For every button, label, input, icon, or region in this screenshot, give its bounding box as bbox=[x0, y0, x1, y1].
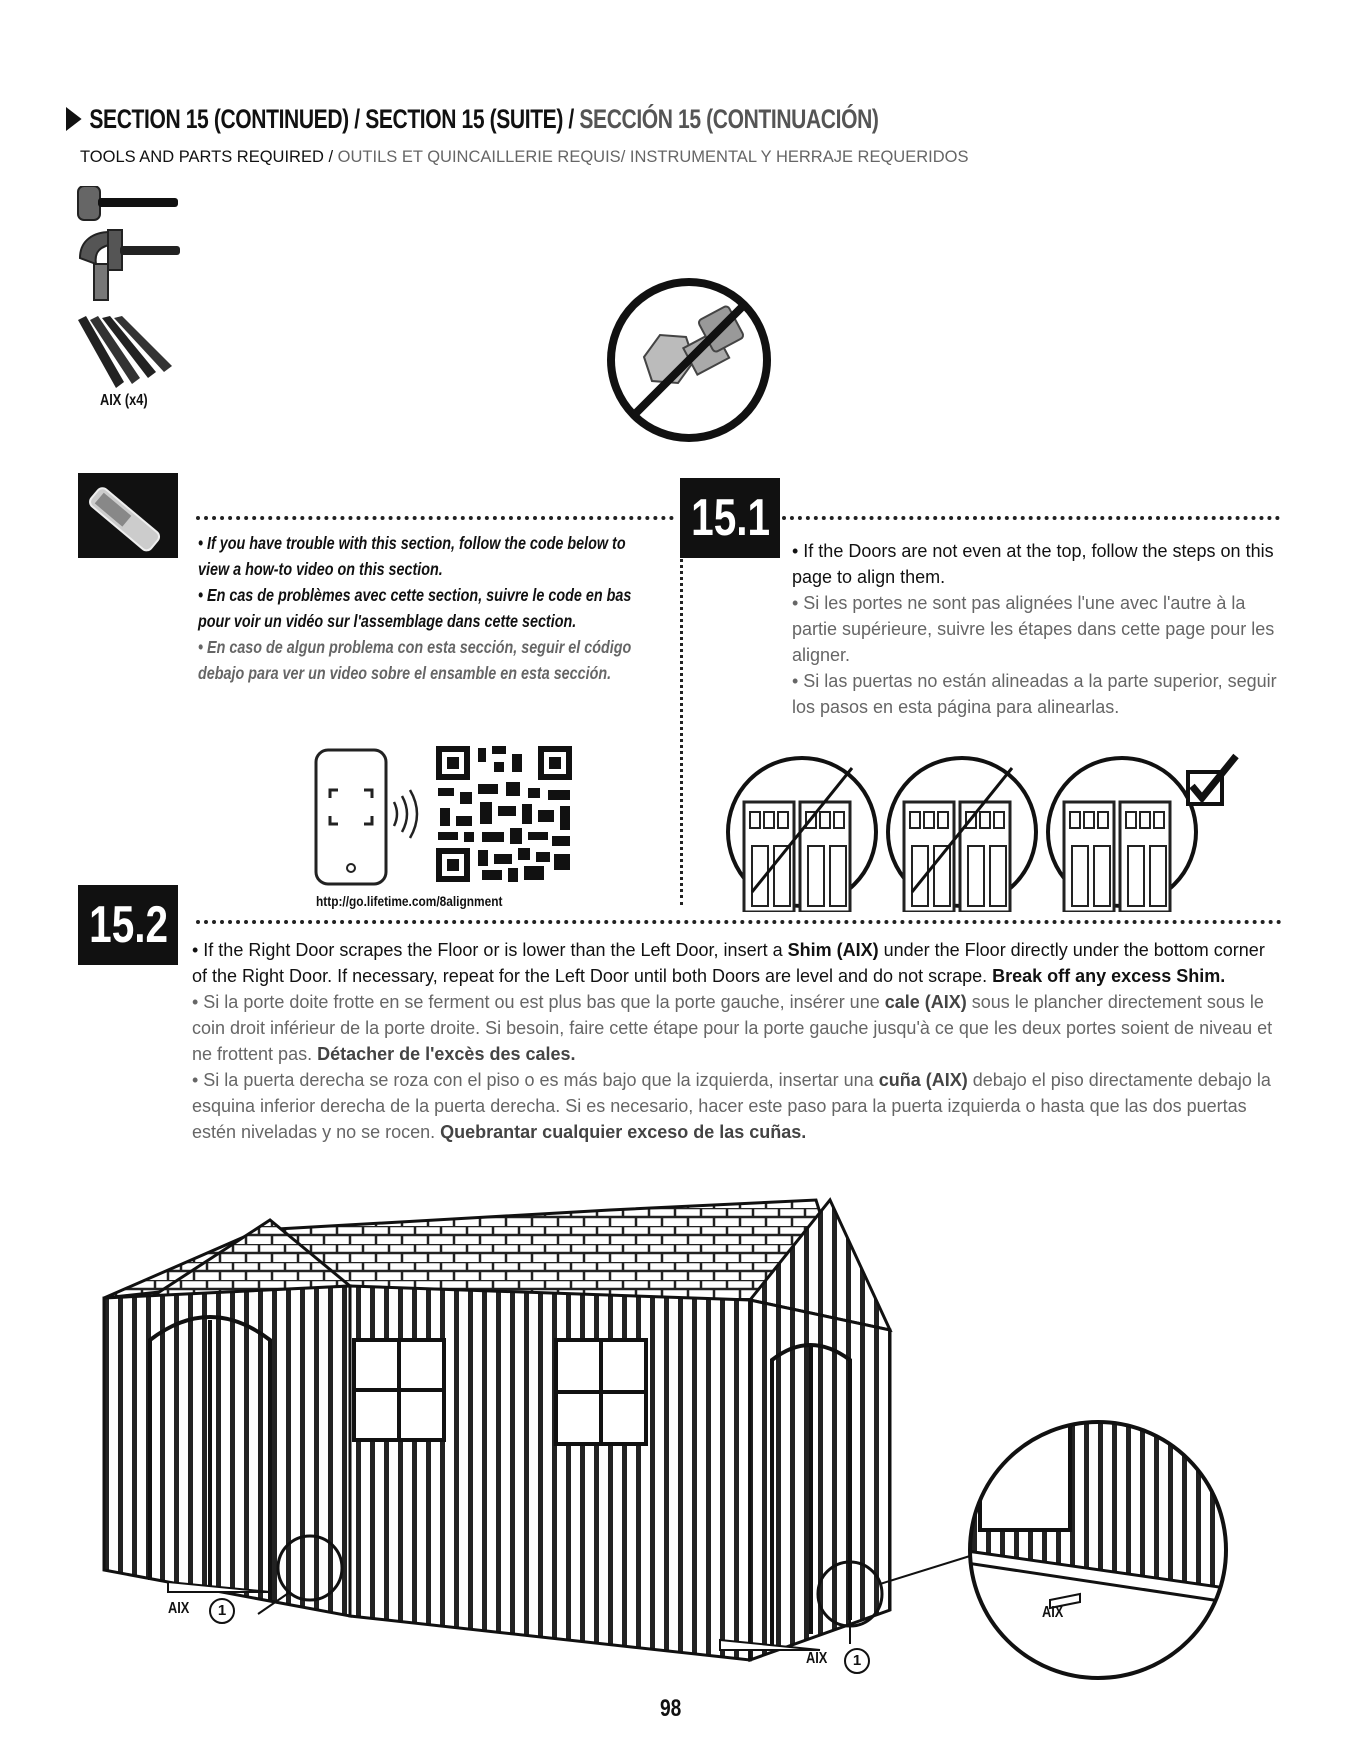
divider-dotted-vertical bbox=[680, 540, 683, 905]
smartphone-icon bbox=[316, 750, 386, 884]
mallet-icon bbox=[78, 186, 178, 220]
step-15-2-fr: • Si la porte doite frotte en se ferment ou est plus bas que la porte gauche, insérer une cale (AIX) sous le plancher directement sous le coin droit inférieur de la porte droite. Si besoin, faire cette étape pour la porte gauche jusqu'à ce que les deux portes soient de niveau et ne frottent pas. Détacher de l'excès des cales. bbox=[192, 992, 1273, 1064]
part-label-aix: AIX (x4) bbox=[100, 392, 148, 409]
misaligned-doors-diagram-2 bbox=[888, 758, 1036, 912]
no-hardware-icon bbox=[604, 275, 774, 445]
shed-illustration bbox=[90, 1190, 1320, 1690]
tools-column bbox=[74, 186, 189, 406]
divider-dotted-top-left bbox=[196, 516, 674, 520]
callout-leader-detail bbox=[880, 1556, 970, 1584]
page-number: 98 bbox=[660, 1695, 682, 1722]
checkmark-icon bbox=[1188, 756, 1236, 804]
divider-dotted-15-2 bbox=[196, 920, 1282, 924]
callout-label-detail: AIX bbox=[1042, 1604, 1064, 1621]
callout-number-left: 1 bbox=[209, 1598, 235, 1624]
aligned-doors-diagram bbox=[1048, 758, 1196, 912]
divider-dotted-top-right bbox=[782, 516, 1280, 520]
video-url-link[interactable]: http://go.lifetime.com/8alignment bbox=[316, 893, 503, 909]
step-number-15-2: 15.2 bbox=[78, 885, 178, 965]
marker-pen-icon bbox=[78, 473, 178, 558]
video-instructions: • If you have trouble with this section, follow the code below to view a how-to video on this section. • En cas de problèmes avec cette section, suivre le code en bas pour voir un vidéo sur l'assemblage dans cette section. • En caso de algun problema con esta sección, seguir el código debajo para ver un video sobre el ensamble en esta sección. bbox=[198, 533, 632, 683]
misaligned-doors-diagram-1 bbox=[728, 758, 876, 912]
step-15-2-es: • Si la puerta derecha se roza con el piso o es más bajo que la izquierda, insertar una cuña (AIX) debajo el piso directamente debajo la esquina inferior derecha de la puerta derecha. Si es necesario, hacer este paso para la puerta izquierda o hasta que las dos puertas estén niveladas y no se rocen. Quebrantar cualquier exceso de las cuñas. bbox=[192, 1070, 1271, 1142]
callout-number-right: 1 bbox=[844, 1648, 870, 1674]
play-arrow-icon bbox=[66, 107, 82, 131]
tools-required-line: TOOLS AND PARTS REQUIRED / OUTILS ET QUINCAILLERIE REQUIS/ INSTRUMENTAL Y HERRAJE REQUERIDOS bbox=[80, 148, 969, 166]
qr-code-area bbox=[314, 744, 589, 892]
signal-waves-icon bbox=[394, 790, 417, 838]
detail-magnified-view bbox=[960, 1410, 1240, 1690]
callout-label-left: AIX bbox=[168, 1600, 190, 1617]
door-alignment-diagrams bbox=[722, 752, 1242, 912]
section-title: SECTION 15 (CONTINUED) / SECTION 15 (SUITE) / SECCIÓN 15 (CONTINUACIÓN) bbox=[66, 104, 879, 135]
step-15-1-text: • If the Doors are not even at the top, follow the steps on this page to align them. • Si les portes ne sont pas alignées l'une avec l'autre à la partie supérieure, suivre les étapes dans cette page pour les aligner. • Si las puertas no están alineadas a la parte superior, seguir los pasos en esta página para alinearlas. bbox=[792, 541, 1277, 717]
step-15-2-text bbox=[192, 937, 1284, 1145]
shims-icon bbox=[78, 316, 172, 388]
video-tip-badge bbox=[78, 473, 178, 558]
step-number-15-1: 15.1 bbox=[680, 478, 780, 558]
qr-code-icon bbox=[434, 744, 574, 884]
claw-hammer-icon bbox=[80, 230, 180, 300]
step-15-2-en: • If the Right Door scrapes the Floor or is lower than the Left Door, insert a Shim (AIX) under the Floor directly under the bottom corner of the Right Door. If necessary, repeat for the Left Door until both Doors are level and do not scrape. Break off any excess Shim. bbox=[192, 940, 1265, 986]
callout-label-right: AIX bbox=[806, 1650, 828, 1667]
